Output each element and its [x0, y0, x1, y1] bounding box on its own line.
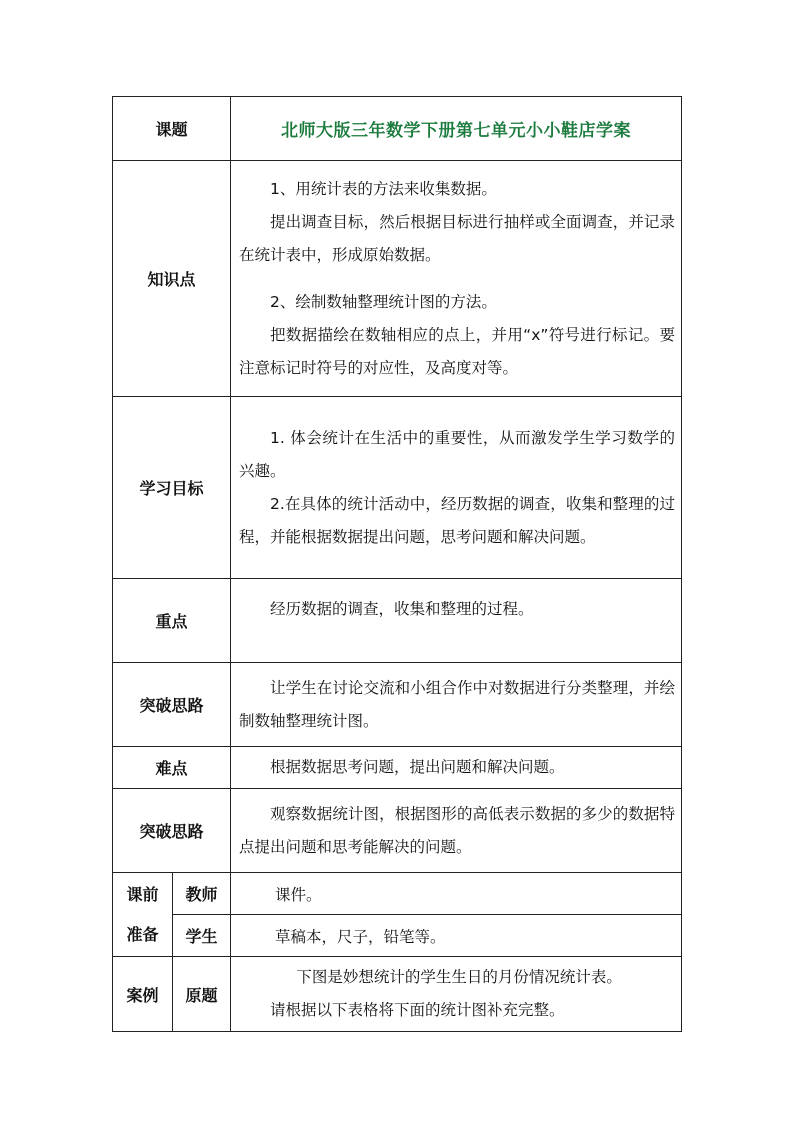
approach-1-label: 突破思路: [113, 663, 231, 747]
approach-2-content: [231, 789, 682, 873]
goals-content: [231, 397, 682, 579]
knowledge-content: [231, 161, 682, 397]
row-case: [113, 957, 682, 1032]
row-prep-student: [113, 915, 682, 957]
approach-1-text: 让学生在讨论交流和小组合作中对数据进行分类整理，并绘制数轴整理统计图。: [239, 678, 676, 730]
case-sub-label: 原题: [173, 957, 231, 1032]
row-approach-2: [113, 789, 682, 873]
approach-2-text: 观察数据统计图，根据图形的高低表示数据的多少的数据特点提出问题和思考能解决的问题。: [239, 804, 676, 856]
knowledge-line-3: 2、绘制数轴整理统计图的方法。: [270, 292, 497, 311]
student-value: 草稿本，尺子，铅笔等。: [231, 915, 682, 957]
goals-label: 学习目标: [113, 397, 231, 579]
difficulty-text: 根据数据思考问题，提出问题和解决问题。: [270, 758, 565, 776]
difficulty-label: 难点: [113, 747, 231, 789]
knowledge-label: 知识点: [113, 161, 231, 397]
teacher-value: 课件。: [231, 873, 682, 915]
knowledge-line-1: 1、用统计表的方法来收集数据。: [270, 179, 497, 198]
row-prep-teacher: [113, 873, 682, 915]
case-label: 案例: [113, 957, 173, 1032]
prep-label: [113, 873, 173, 957]
lesson-plan-table: [112, 96, 682, 1032]
key-point-text: 经历数据的调查，收集和整理的过程。: [270, 600, 534, 618]
row-key-point: [113, 579, 682, 663]
approach-1-content: [231, 663, 682, 747]
key-point-content: [231, 579, 682, 663]
knowledge-line-4: 把数据描绘在数轴相应的点上，并用“x”符号进行标记。要注意标记时符号的对应性，及高度对等。: [239, 325, 676, 377]
row-course: [113, 97, 682, 161]
goals-line-1: 1. 体会统计在生活中的重要性，从而激发学生学习数学的兴趣。: [239, 428, 676, 480]
course-label: 课题: [113, 97, 231, 161]
row-approach-1: [113, 663, 682, 747]
case-line-2: 请根据以下表格将下面的统计图补充完整。: [270, 1001, 565, 1019]
difficulty-content: [231, 747, 682, 789]
row-difficulty: [113, 747, 682, 789]
goals-line-2: 2.在具体的统计活动中，经历数据的调查，收集和整理的过程，并能根据数据提出问题，思考问题和解决问题。: [239, 494, 676, 546]
student-label: 学生: [173, 915, 231, 957]
key-point-label: 重点: [113, 579, 231, 663]
course-title: 北师大版三年数学下册第七单元小小鞋店学案: [231, 97, 682, 161]
case-content: [231, 957, 682, 1032]
prep-label-bottom: 准备: [126, 924, 159, 944]
prep-label-top: 课前: [126, 884, 159, 904]
row-goals: [113, 397, 682, 579]
approach-2-label: 突破思路: [113, 789, 231, 873]
case-line-1: 下图是妙想统计的学生生日的月份情况统计表。: [296, 968, 622, 986]
knowledge-line-2: 提出调查目标，然后根据目标进行抽样或全面调查，并记录在统计表中，形成原始数据。: [239, 212, 676, 264]
row-knowledge: [113, 161, 682, 397]
teacher-label: 教师: [173, 873, 231, 915]
